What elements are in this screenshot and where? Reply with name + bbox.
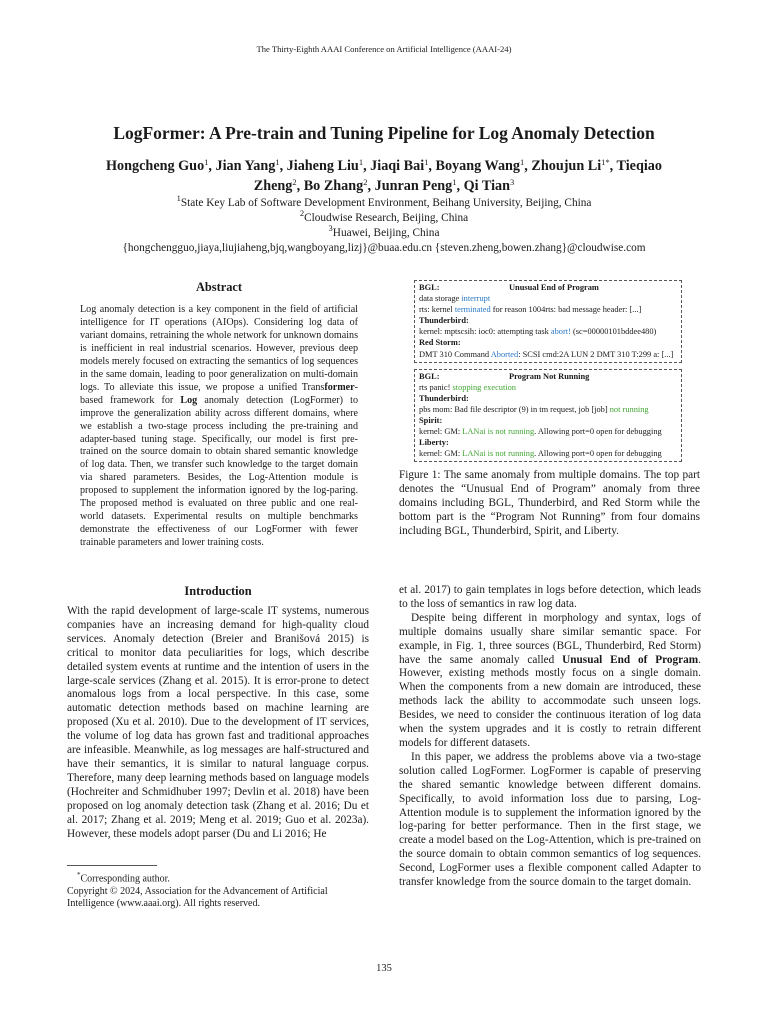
- author: Jian Yang$^1$: [215, 157, 280, 174]
- figure-caption: Figure 1: The same anomaly from multiple domains. The top part denotes the “Unusual End of Program” anomaly from three domains including BGL, Thunderbird, and Red Storm while the bottom part is the “Program Not Running” from four domains including BGL, Thunderbird, Spirit, and Liberty.: [399, 469, 700, 537]
- author: Jiaqi Bai$^1$: [370, 157, 429, 174]
- log-line: pbs mom: Bad file descriptor (9) in tm request, job [job] not running: [419, 404, 649, 414]
- author: Hongcheng Guo$^1$: [106, 157, 209, 174]
- footnote-rule: [67, 865, 157, 866]
- author: Boyang Wang$^1$: [435, 157, 525, 174]
- affiliation: $^2$Cloudwise Research, Beijing, China: [299, 208, 469, 224]
- abstract-text: Log anomaly detection is a key component in the field of artificial intelligence for IT operations (AIOps). Considering log data of variant domains, retraining the whole network for unknown domains is inefficient in real industrial scenarios. However, previous deep models merely focused on extracting the semantics of log sequences in the same domain, leading to poor generalization on multi-domain logs. To alleviate this issue, we propose a unified Transformer-based framework for Log anomaly detection (LogFormer) to improve the generalization ability across different domains, where we establish a two-stage process including the pre-training and adapter-based tuning stage. Specifically, our model is first pre-trained on the source domain to obtain shared semantic knowledge of log data. Then, we transfer such knowledge to the target domain via shared parameters. Besides, the Log-Attention module is proposed to supplement the information ignored by the log-paring. The proposed method is evaluated on three public and one real-world datasets. Experimental results on multiple benchmarks demonstrate the effectiveness of our LogFormer with fewer trainable parameters and lower training costs.: [80, 304, 358, 549]
- author: Zhoujun $Li^{1*}$: [531, 157, 610, 174]
- domain-label-red-storm: Red Storm:: [419, 338, 461, 348]
- introduction-heading: Introduction: [184, 584, 252, 598]
- domain-label-thunderbird: Thunderbird:: [419, 393, 469, 403]
- domain-label-spirit: Spirit:: [419, 416, 443, 426]
- paragraph: In this paper, we address the problems above via a two-stage solution called LogFormer. LogFormer is capable of preserving the shared semantic knowledge between different domains. Specifically, to avoid information loss due to parsing, Log-Attention module is to supplement the information ignored by the log-paring for better performance. Then in the first stage, we create a model based on the Log-Attention, which is pre-trained on the source domain to obtain common semantics of log sequences. Second, LogFormer uses a flexible component called Adapter to transfer knowledge from the source domain to the target domain.: [399, 750, 701, 889]
- paragraph: Despite being different in morphology and syntax, logs of multiple domains usually share similar semantic space. For example, in Fig. 1, three sources (BGL, Thunderbird, Red Storm) have the same anomaly called Unusual End of Program. However, existing methods mostly focus on a single domain. When the components from a new domain are introduced, these methods lack the ability to accommodate such unseen logs. Besides, we need to consider the continuous iteration of log data when the system upgrades and it is costly to retrain different models for different datasets.: [399, 611, 701, 749]
- log-line: kernel: GM: LANai is not running. Allowing port=0 open for debugging: [419, 427, 662, 437]
- author: Bo Zhang$^2$: [303, 177, 368, 194]
- log-line: rts: kernel terminated for reason 1004rts: bad message header: [...]: [419, 305, 642, 315]
- log-line: DMT 310 Command Aborted: SCSI cmd:2A LUN 2 DMT 310 T:299 a: [...]: [419, 349, 674, 359]
- author-list: Hongcheng Guo$^1$, Jian Yang$^1$, Jiaheng Liu$^1$, Jiaqi Bai$^1$, Boyang Wang$^1$, Zhoujun $Li^{1*}$, Tieqiao Zheng$^2$, Bo Zhang$^2$, Junran Peng$^1$, Qi Tian$^3$: [106, 157, 662, 194]
- paragraph: With the rapid development of large-scale IT systems, numerous companies have an increasing demand for high-quality cloud services. Anomaly detection (Breier and Branišová 2015) is critical to monitor data peculiarities for logs, which describe detailed system events at runtime and the intention of users in the large-scale services (Zhang et al. 2015). It is error-prone to detect anomalous logs from a local perspective. In this case, some automatic detection methods based on machine learning are proposed (Xu et al. 2010). Due to the development of IT services, the volume of log data has grown fast and traditional approaches are infeasible. Meanwhile, as log messages are half-structured and have their semantics, it is similar to natural language corpus. Therefore, many deep learning methods based on language models (Hochreiter and Schmidhuber 1997; Devlin et al. 2018) have been proposed on log anomaly detection task (Zhang et al. 2016; Du et al. 2017; Zhang et al. 2019; Meng et al. 2019; Guo et al. 2023a). However, these models adopt parser (Du and Li 2016; He: [67, 605, 369, 840]
- log-line: rts panic! stopping execution: [419, 382, 516, 392]
- introduction-left-column: [67, 605, 369, 841]
- footnote: [67, 869, 369, 911]
- log-line: kernel: mptscsih: ioc0: attempting task abort! (sc=00000101bddee480): [419, 327, 657, 337]
- log-line: data storage interrupt: [419, 294, 491, 304]
- author: Qi Tian$^3$: [463, 177, 515, 194]
- figure-1: [414, 280, 682, 468]
- venue-header: The Thirty-Eighth AAAI Conference on Artificial Intelligence (AAAI-24): [256, 44, 512, 54]
- corresponding-note: *Corresponding author.: [77, 871, 170, 885]
- box-header: [419, 282, 677, 293]
- box-title: Program Not Running: [509, 371, 590, 381]
- box-title: Unusual End of Program: [509, 283, 599, 292]
- copyright-note: Copyright © 2024, Association for the Advancement of Artificial Intelligence (www.aaai.org). All rights reserved.: [67, 885, 328, 910]
- domain-label-bgl: BGL:: [419, 371, 440, 381]
- log-line: kernel: GM: LANai is not running. Allowing port=0 open for debugging: [419, 449, 662, 459]
- author-emails: {hongchengguo,jiaya,liujiaheng,bjq,wangboyang,lizj}@buaa.edu.cn {steven.zheng,bowen.zhang}@cloudwise.com: [122, 242, 646, 254]
- domain-label-bgl: BGL:: [419, 283, 440, 292]
- figure-box-program-not-running: [414, 369, 682, 463]
- abstract-heading: Abstract: [195, 280, 243, 294]
- domain-label-liberty: Liberty:: [419, 438, 449, 448]
- affiliation: $^1$State Key Lab of Software Development Environment, Beihang University, Beijing, China: [176, 193, 592, 209]
- affiliation: $^3$Huawei, Beijing, China: [328, 223, 440, 239]
- paper-title: LogFormer: A Pre-train and Tuning Pipeline for Log Anomaly Detection: [113, 123, 655, 143]
- affiliations: [0, 193, 768, 256]
- page-number: 135: [376, 963, 392, 974]
- paragraph: et al. 2017) to gain templates in logs before detection, which leads to the loss of semantics in raw log data.: [399, 584, 701, 610]
- author: Junran Peng$^1$: [374, 177, 457, 194]
- introduction-right-column: [399, 584, 701, 890]
- author: Jiaheng Liu$^1$: [286, 157, 364, 174]
- box-header: [419, 371, 677, 382]
- author: Tieqiao Zheng$^2$: [253, 158, 662, 194]
- figure-box-unusual-end: [414, 280, 682, 363]
- domain-label-thunderbird: Thunderbird:: [419, 316, 469, 326]
